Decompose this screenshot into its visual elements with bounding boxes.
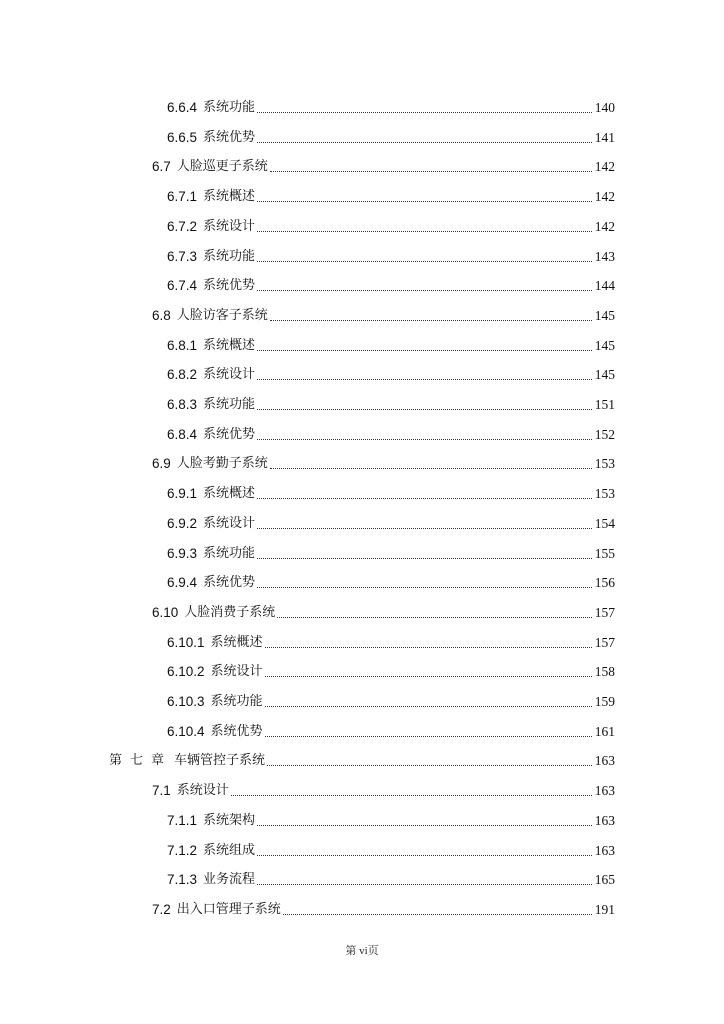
toc-entry-page-number: 141: [594, 130, 615, 145]
toc-entry[interactable]: [152, 775, 615, 799]
toc-entry-title: 系统组成: [203, 843, 256, 858]
toc-entry-page-number: 157: [594, 605, 615, 620]
toc-entry-page-number: 165: [594, 872, 615, 887]
toc-entry[interactable]: [167, 538, 615, 562]
toc-entry-title: 系统设计: [203, 516, 256, 531]
toc-entry-page-number: 163: [594, 783, 615, 798]
toc-entry[interactable]: [167, 805, 615, 829]
toc-entry-title: 系统架构: [203, 813, 256, 828]
toc-entry-title: 系统概述: [203, 338, 256, 353]
toc-entry-page-number: 163: [594, 843, 615, 858]
toc-dot-leader: [231, 794, 592, 796]
toc-entry-title: 系统功能: [203, 249, 256, 264]
toc-entry-title: 人脸巡更子系统: [176, 159, 268, 174]
toc-dot-leader: [270, 319, 592, 321]
toc-entry[interactable]: [152, 448, 615, 472]
toc-entry-number: 6.9.1: [167, 486, 198, 501]
toc-entry[interactable]: [167, 567, 615, 591]
toc-entry-number: 6.8: [152, 308, 171, 323]
toc-entry-title: 系统优势: [203, 278, 256, 293]
toc-entry[interactable]: [167, 835, 615, 859]
toc-entry[interactable]: [167, 241, 615, 265]
toc-entry-title: 系统概述: [203, 189, 256, 204]
toc-dot-leader: [257, 527, 592, 529]
toc-entry-title: 出入口管理子系统: [176, 902, 281, 917]
toc-entry-number: 6.9.3: [167, 546, 198, 561]
toc-entry-page-number: 163: [594, 753, 615, 768]
toc-entry[interactable]: [167, 330, 615, 354]
toc-entry-page-number: 159: [594, 694, 615, 709]
toc-entry[interactable]: [167, 686, 615, 710]
toc-dot-leader: [257, 854, 592, 856]
toc-entry-number: 6.8.4: [167, 427, 198, 442]
toc-dot-leader: [265, 735, 592, 737]
toc-entry-title: 人脸消费子系统: [184, 605, 276, 620]
toc-entry[interactable]: [167, 508, 615, 532]
toc-entry[interactable]: [152, 597, 615, 621]
toc-entry-number: 6.10.3: [167, 694, 205, 709]
toc-entry-title: 系统功能: [203, 397, 256, 412]
toc-entry[interactable]: [167, 864, 615, 888]
toc-dot-leader: [257, 586, 592, 588]
toc-entry-number: 6.8.1: [167, 338, 198, 353]
toc-entry[interactable]: [152, 894, 615, 918]
toc-entry-number: 6.8.3: [167, 397, 198, 412]
page-footer: 第 vi页: [345, 945, 379, 957]
toc-entry[interactable]: [167, 627, 615, 651]
toc-entry-page-number: 191: [594, 902, 615, 917]
toc-entry-number: 6.7.1: [167, 189, 198, 204]
toc-entry-page-number: 154: [594, 516, 615, 531]
toc-entry-title: 系统优势: [210, 724, 263, 739]
toc-entry-number: 第七章: [109, 753, 173, 768]
toc-entry-title: 系统功能: [210, 694, 263, 709]
toc-entry-number: 6.6.5: [167, 130, 198, 145]
toc-entry[interactable]: [167, 270, 615, 294]
toc-entry-number: 6.9.2: [167, 516, 198, 531]
toc-entry[interactable]: [167, 359, 615, 383]
toc-dot-leader: [257, 230, 592, 232]
toc-entry-number: 6.9: [152, 456, 171, 471]
toc-dot-leader: [283, 913, 592, 915]
toc-dot-leader: [270, 467, 592, 469]
toc-entry-page-number: 151: [594, 397, 615, 412]
toc-entry-number: 7.2: [152, 902, 171, 917]
toc-entry-number: 6.10.2: [167, 664, 205, 679]
toc-dot-leader: [257, 824, 592, 826]
toc-entry-title: 系统优势: [203, 130, 256, 145]
toc-dot-leader: [257, 200, 592, 202]
toc-dot-leader: [257, 408, 592, 410]
toc-dot-leader: [265, 705, 592, 707]
toc-dot-leader: [257, 349, 592, 351]
toc-entry-page-number: 143: [594, 249, 615, 264]
toc-dot-leader: [257, 438, 592, 440]
toc-dot-leader: [257, 111, 592, 113]
toc-entry-title: 系统优势: [203, 575, 256, 590]
toc-entry-number: 6.8.2: [167, 367, 198, 382]
toc-dot-leader: [257, 883, 592, 885]
toc-entry-page-number: 142: [594, 159, 615, 174]
toc-dot-leader: [257, 260, 592, 262]
toc-entry-title: 系统概述: [203, 486, 256, 501]
toc-entry-page-number: 163: [594, 813, 615, 828]
toc-dot-leader: [270, 170, 592, 172]
toc-entry-title: 系统设计: [203, 219, 256, 234]
toc-entry[interactable]: [167, 122, 615, 146]
toc-entry-title: 系统设计: [176, 783, 229, 798]
toc-entry-page-number: 152: [594, 427, 615, 442]
toc-entry-number: 6.10: [152, 605, 179, 620]
toc-entry-number: 6.7: [152, 159, 171, 174]
toc-entry-title: 系统功能: [203, 100, 256, 115]
toc-dot-leader: [257, 497, 592, 499]
toc-entry[interactable]: [167, 389, 615, 413]
toc-entry-title: 系统优势: [203, 427, 256, 442]
toc-entry-page-number: 140: [594, 100, 615, 115]
toc-entry-title: 系统概述: [210, 635, 263, 650]
toc-entry-title: 系统设计: [203, 367, 256, 382]
toc-entry-page-number: 145: [594, 367, 615, 382]
toc-entry-number: 6.7.2: [167, 219, 198, 234]
toc-entry[interactable]: [167, 419, 615, 443]
toc-entry-number: 7.1.3: [167, 872, 198, 887]
toc-entry-page-number: 142: [594, 219, 615, 234]
toc-entry-title: 人脸访客子系统: [176, 308, 268, 323]
toc-entry-title: 业务流程: [203, 872, 256, 887]
toc-entry[interactable]: [152, 151, 615, 175]
toc-dot-leader: [257, 378, 592, 380]
toc-entry[interactable]: [167, 716, 615, 740]
toc-entry-page-number: 145: [594, 338, 615, 353]
toc-dot-leader: [265, 646, 592, 648]
toc-entry-page-number: 142: [594, 189, 615, 204]
toc-entry[interactable]: [167, 181, 615, 205]
toc-entry-page-number: 156: [594, 575, 615, 590]
toc-entry[interactable]: [167, 92, 615, 116]
toc-entry-number: 6.6.4: [167, 100, 198, 115]
toc-dot-leader: [267, 764, 592, 766]
toc-entry[interactable]: [167, 656, 615, 680]
toc-entry-title: 车辆管控子系统: [174, 753, 266, 768]
toc-entry-page-number: 145: [594, 308, 615, 323]
toc-entry-title: 系统功能: [203, 546, 256, 561]
toc-dot-leader: [257, 289, 592, 291]
toc-entry-page-number: 158: [594, 664, 615, 679]
toc-entry-number: 6.7.3: [167, 249, 198, 264]
toc-dot-leader: [257, 557, 592, 559]
toc-entry[interactable]: [152, 300, 615, 324]
toc-entry-page-number: 153: [594, 486, 615, 501]
toc-entry-number: 6.10.1: [167, 635, 205, 650]
toc-entry-number: 7.1: [152, 783, 171, 798]
toc-entry-page-number: 155: [594, 546, 615, 561]
toc-entry-number: 7.1.1: [167, 813, 198, 828]
toc-entry-page-number: 144: [594, 278, 615, 293]
toc-dot-leader: [265, 675, 592, 677]
toc-dot-leader: [277, 616, 591, 618]
toc-dot-leader: [257, 141, 592, 143]
toc-entry-number: 7.1.2: [167, 843, 198, 858]
toc-entry-page-number: 153: [594, 456, 615, 471]
toc-entry[interactable]: [167, 211, 615, 235]
toc-entry-page-number: 157: [594, 635, 615, 650]
toc-entry-title: 系统设计: [210, 664, 263, 679]
toc-chapter-entry[interactable]: [109, 745, 615, 769]
toc-entry-page-number: 161: [594, 724, 615, 739]
toc-entry-number: 6.10.4: [167, 724, 205, 739]
toc-entry-number: 6.9.4: [167, 575, 198, 590]
toc-entry-title: 人脸考勤子系统: [176, 456, 268, 471]
toc-entry[interactable]: [167, 478, 615, 502]
toc-entry-number: 6.7.4: [167, 278, 198, 293]
